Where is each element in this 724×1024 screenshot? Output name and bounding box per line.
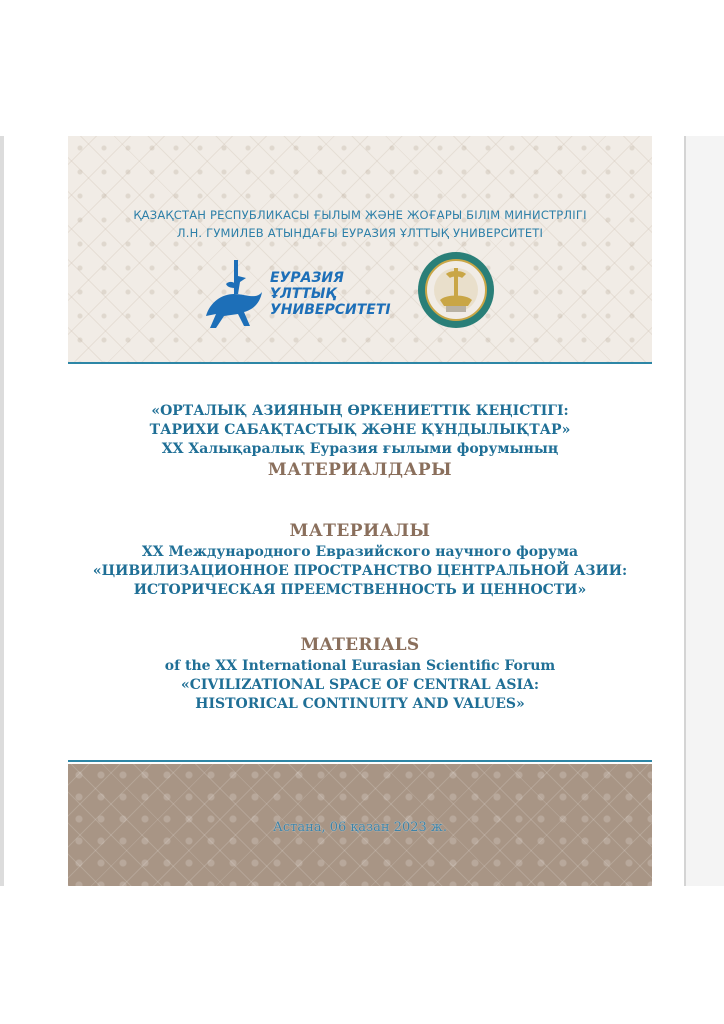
ornament-top-band [68, 136, 652, 362]
russian-heading: МАТЕРИАЛЫ [289, 521, 431, 541]
place-and-date: Астана, 06 қазан 2023 ж. [273, 820, 447, 835]
english-title-block [68, 634, 652, 714]
english-title-line-3: HISTORICAL CONTINUITY AND VALUES» [195, 696, 525, 712]
russian-title-line-3: ИСТОРИЧЕСКАЯ ПРЕЕМСТВЕННОСТЬ И ЦЕННОСТИ» [133, 582, 587, 598]
left-page-edge [0, 136, 4, 886]
kazakh-title-line-2: ТАРИХИ САБАҚТАСТЫҚ ЖӘНЕ ҚҰНДЫЛЫҚТАР» [149, 422, 571, 438]
ornament-bottom-band [68, 764, 652, 886]
kazakh-title-line-1: «ОРТАЛЫҚ АЗИЯНЫҢ ӨРКЕНИЕТТІК КЕҢІСТІГІ: [151, 403, 569, 419]
russian-title-block [68, 520, 652, 600]
bottom-divider [68, 760, 652, 762]
english-title-line-2: «CIVILIZATIONAL SPACE OF CENTRAL ASIA: [180, 677, 540, 693]
university-seal-icon [416, 250, 496, 330]
english-title-line-1: of the XX International Eurasian Scientific Forum [164, 658, 556, 674]
english-heading: MATERIALS [300, 635, 420, 655]
university-logo [200, 254, 400, 334]
russian-title-line-1: XX Международного Евразийского научного форума [141, 544, 579, 560]
top-divider [68, 362, 652, 364]
adjacent-page-edge [684, 136, 724, 886]
kazakh-title-line-3: XX Халықаралық Еуразия ғылыми форумының [161, 441, 559, 457]
logo-text-line-3: УНИВЕРСИТЕТІ [270, 302, 391, 318]
university-line: Л.Н. ГУМИЛЕВ АТЫНДАҒЫ ЕУРАЗИЯ ҰЛТТЫҚ УНИВЕРСИТЕТІ [176, 226, 544, 240]
logo-text-line-1: ЕУРАЗИЯ [270, 270, 344, 286]
cover-page [68, 136, 652, 886]
logo-text-line-2: ҰЛТТЫҚ [270, 286, 337, 302]
russian-title-line-2: «ЦИВИЛИЗАЦИОННОЕ ПРОСТРАНСТВО ЦЕНТРАЛЬНОЙ АЗИИ: [92, 563, 628, 579]
horse-rider-emblem-icon [200, 254, 270, 334]
ministry-line-1: ҚАЗАҚСТАН РЕСПУБЛИКАСЫ ҒЫЛЫМ ЖӘНЕ ЖОҒАРЫ БІЛІМ МИНИСТРЛІГІ [133, 208, 587, 222]
kazakh-title-block [68, 402, 652, 482]
kazakh-heading: МАТЕРИАЛДАРЫ [267, 460, 453, 480]
